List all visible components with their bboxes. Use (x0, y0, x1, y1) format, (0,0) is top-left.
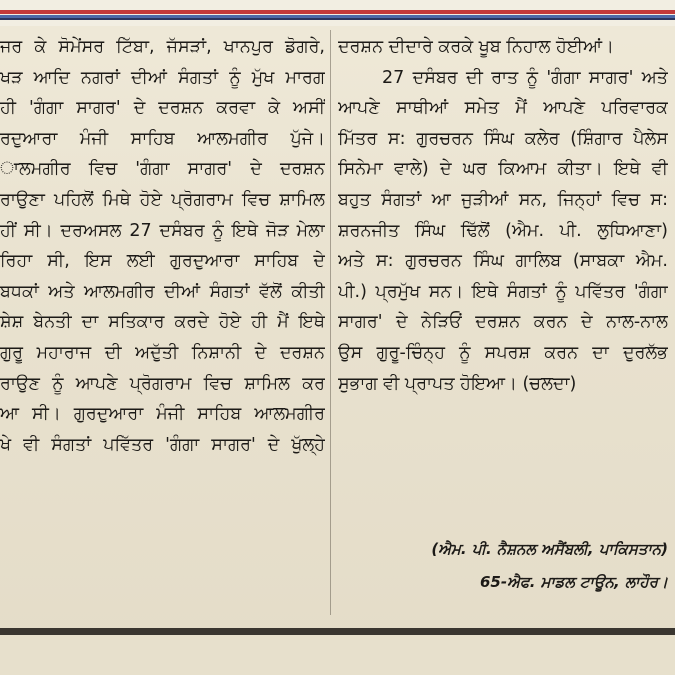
author-credit-title: (ਐਮ. ਪੀ. ਨੈਸ਼ਨਲ ਅਸੈਂਬਲੀ, ਪਾਕਿਸਤਾਨ) (431, 540, 668, 558)
article-line: ਸ਼ਰਨਜੀਤ ਸਿੰਘ ਢਿੱਲੋਂ (ਐਮ. ਪੀ. ਲੁਧਿਆਣਾ) (338, 220, 668, 241)
article-line: ਅਤੇ ਸ: ਗੁਰਚਰਨ ਸਿੰਘ ਗਾਲਿਬ (ਸਾਬਕਾ ਐਮ. (338, 251, 668, 272)
bottom-margin (0, 635, 675, 675)
article-line: ਸਿਨੇਮਾ ਵਾਲੇ) ਦੇ ਘਰ ਕਿਆਮ ਕੀਤਾ। ਇਥੇ ਵੀ (338, 159, 668, 180)
article-line: ਉਸ ਗੁਰੂ-ਚਿੰਨ੍ਹ ਨੂੰ ਸਪਰਸ਼ ਕਰਨ ਦਾ ਦੁਰਲੱਭ (338, 342, 668, 363)
article-line: ਖੜ ਆਦਿ ਨਗਰਾਂ ਦੀਆਂ ਸੰਗਤਾਂ ਨੂੰ ਮੁੱਖ ਮਾਰਗ (0, 67, 325, 88)
article-line: ਗੁਰੂ ਮਹਾਰਾਜ ਦੀ ਅਦੁੱਤੀ ਨਿਸ਼ਾਨੀ ਦੇ ਦਰਸ਼ਨ (0, 342, 325, 363)
article-line: ਜਰ ਕੇ ਸੋਮੇਂਸਰ ਟਿੱਬਾ, ਜੱਸੜਾਂ, ਖਾਨਪੁਰ ਡੋਗਰੇ, (0, 37, 325, 57)
column-divider (330, 30, 331, 615)
article-line: ਮਿੱਤਰ ਸ: ਗੁਰਚਰਨ ਸਿੰਘ ਕਲੇਰ (ਸ਼ਿੰਗਾਰ ਪੈਲੇਸ (338, 128, 668, 149)
paragraph-start-line: 27 ਦਸੰਬਰ ਦੀ ਰਾਤ ਨੂੰ 'ਗੰਗਾ ਸਾਗਰ' ਅਤੇ (382, 67, 668, 88)
article-line: ਰਦੁਆਰਾ ਮੰਜੀ ਸਾਹਿਬ ਆਲਮਗੀਰ ਪੁੱਜੇ। (0, 128, 325, 149)
article-line: ਾਲਮਗੀਰ ਵਿਚ 'ਗੰਗਾ ਸਾਗਰ' ਦੇ ਦਰਸ਼ਨ (0, 159, 325, 180)
article-line: ਰਾਉਣ ਨੂੰ ਆਪਣੇ ਪ੍ਰੋਗਰਾਮ ਵਿਚ ਸ਼ਾਮਿਲ ਕਰ (0, 373, 325, 394)
left-text-column (0, 32, 325, 460)
article-line: ਹੀਂ ਸੀ। ਦਰਅਸਲ 27 ਦਸੰਬਰ ਨੂੰ ਇਥੇ ਜੋੜ ਮੇਲਾ (0, 220, 325, 241)
article-line: ਸੁਭਾਗ ਵੀ ਪ੍ਰਾਪਤ ਹੋਇਆ। (ਚਲਦਾ) (338, 373, 577, 394)
article-line: ਬਧਕਾਂ ਅਤੇ ਆਲਮਗੀਰ ਦੀਆਂ ਸੰਗਤਾਂ ਵੱਲੋਂ ਕੀਤੀ (0, 281, 325, 302)
bottom-rule (0, 628, 675, 635)
article-line: ਸਾਗਰ' ਦੇ ਨੇੜਿਓਂ ਦਰਸ਼ਨ ਕਰਨ ਦੇ ਨਾਲ-ਨਾਲ (338, 312, 668, 333)
article-line: ਪੀ.) ਪ੍ਰਮੁੱਖ ਸਨ। ਇਥੇ ਸੰਗਤਾਂ ਨੂੰ ਪਵਿੱਤਰ 'ਗੰਗਾ (338, 281, 668, 302)
header-red-stripe (0, 10, 675, 14)
article-line: ਆਪਣੇ ਸਾਥੀਆਂ ਸਮੇਤ ਮੈਂ ਆਪਣੇ ਪਰਿਵਾਰਕ (338, 98, 668, 119)
article-line: ਆ ਸੀ। ਗੁਰਦੁਆਰਾ ਮੰਜੀ ਸਾਹਿਬ ਆਲਮਗੀਰ (0, 404, 325, 425)
article-line: ਰਾਉਣਾ ਪਹਿਲੋਂ ਮਿਥੇ ਹੋਏ ਪ੍ਰੋਗਰਾਮ ਵਿਚ ਸ਼ਾਮਿਲ (0, 189, 325, 210)
article-line: ਬਹੁਤ ਸੰਗਤਾਂ ਆ ਜੁੜੀਆਂ ਸਨ, ਜਿਨ੍ਹਾਂ ਵਿਚ ਸ: (338, 189, 668, 210)
article-line: ਰਿਹਾ ਸੀ, ਇਸ ਲਈ ਗੁਰਦੁਆਰਾ ਸਾਹਿਬ ਦੇ (0, 251, 325, 272)
author-credit-address: 65-ਐਫ. ਮਾਡਲ ਟਾਊਨ, ਲਾਹੌਰ। (479, 573, 668, 591)
header-navy-stripe (0, 18, 675, 20)
header-color-band (0, 0, 675, 26)
article-line: ਹੀ 'ਗੰਗਾ ਸਾਗਰ' ਦੇ ਦਰਸ਼ਨ ਕਰਵਾ ਕੇ ਅਸੀਂ (0, 98, 325, 119)
article-line: ਸ਼ੇਸ਼ ਬੇਨਤੀ ਦਾ ਸਤਿਕਾਰ ਕਰਦੇ ਹੋਏ ਹੀ ਮੈਂ ਇਥੇ (0, 312, 325, 333)
right-text-column (338, 32, 668, 399)
article-line: ਦਰਸ਼ਨ ਦੀਦਾਰੇ ਕਰਕੇ ਖੂਬ ਨਿਹਾਲ ਹੋਈਆਂ। (338, 37, 614, 57)
article-line: ਖੇ ਵੀ ਸੰਗਤਾਂ ਪਵਿੱਤਰ 'ਗੰਗਾ ਸਾਗਰ' ਦੇ ਖੁੱਲ੍ਹੇ (0, 434, 325, 455)
